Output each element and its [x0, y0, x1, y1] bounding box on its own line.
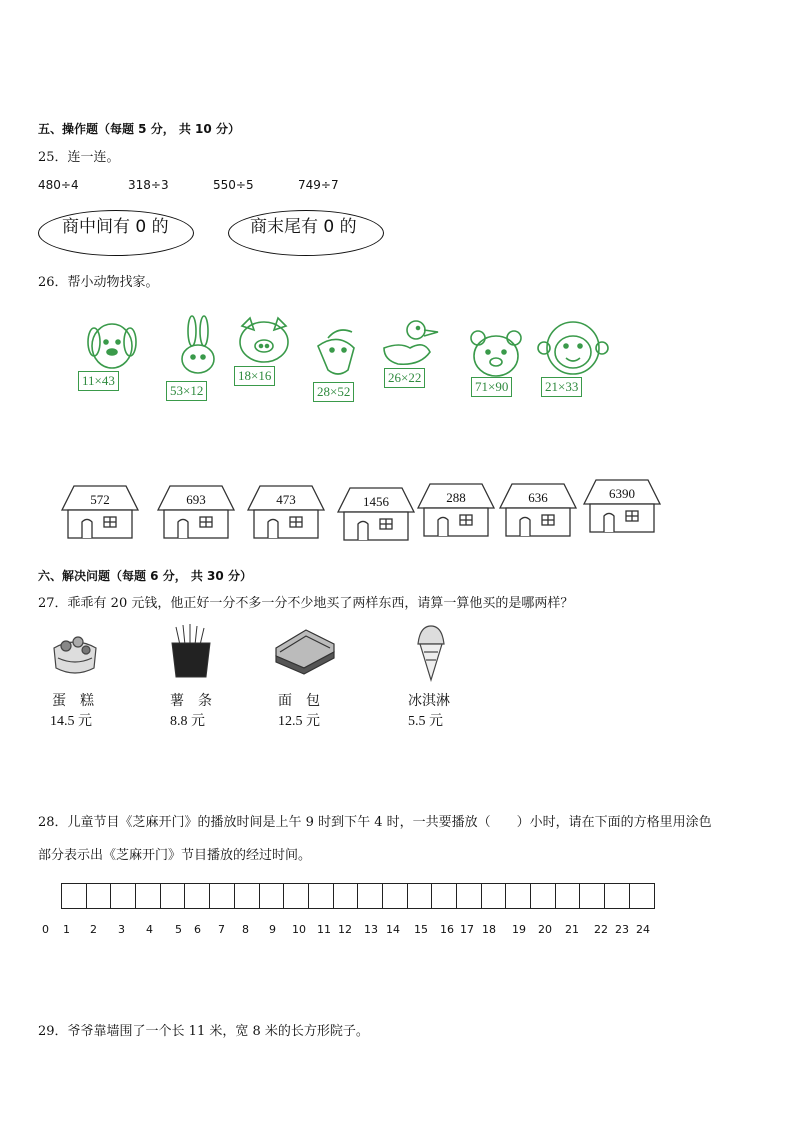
hour-tick-label: 10 [292, 923, 306, 936]
hour-cell[interactable] [383, 883, 408, 909]
hour-cell[interactable] [482, 883, 507, 909]
hour-tick-label: 4 [146, 923, 153, 936]
hour-cell[interactable] [531, 883, 556, 909]
hour-tick-label: 14 [386, 923, 400, 936]
hour-tick-label: 1 [63, 923, 70, 936]
hour-cell[interactable] [260, 883, 285, 909]
hour-tick-label: 22 [594, 923, 608, 936]
expression-1: 480÷4 [38, 178, 79, 192]
monkey-sign: 21×33 [541, 377, 582, 397]
hour-cell[interactable] [284, 883, 309, 909]
duck-sign: 26×22 [384, 368, 425, 388]
house-3[interactable] [246, 484, 326, 540]
hour-cell[interactable] [432, 883, 457, 909]
oval-middle-zero-label: 商中间有 0 的 [62, 217, 169, 237]
section-5-title: 五、操作题（每题 5 分， 共 10 分） [38, 122, 240, 136]
pig-sign: 18×16 [234, 366, 275, 386]
hour-tick-label: 2 [90, 923, 97, 936]
hour-cell[interactable] [235, 883, 260, 909]
cake-icon [50, 628, 100, 684]
duck-icon [380, 318, 446, 372]
time-grid[interactable] [61, 883, 655, 909]
hour-cell[interactable] [556, 883, 581, 909]
hour-tick-label: 0 [42, 923, 49, 936]
cake-price: 14.5 元 [50, 714, 92, 729]
sandwich-price: 12.5 元 [278, 714, 320, 729]
hour-cell[interactable] [580, 883, 605, 909]
house-7-number: 6390 [609, 486, 635, 501]
expression-4: 749÷7 [298, 178, 339, 192]
cake-name: 蛋 糕 [52, 693, 94, 709]
house-1-number: 572 [90, 492, 110, 507]
fries-icon [168, 623, 214, 683]
question-26-text: 26．帮小动物找家。 [38, 275, 159, 290]
hour-tick-label: 12 [338, 923, 352, 936]
hour-tick-label: 17 [460, 923, 474, 936]
hour-tick-label: 23 [615, 923, 629, 936]
monkey-icon [538, 320, 608, 384]
hour-cell[interactable] [161, 883, 186, 909]
sandwich-name: 面 包 [278, 693, 320, 709]
hour-tick-label: 15 [414, 923, 428, 936]
ice-cream-name: 冰淇淋 [408, 693, 450, 709]
fries-price: 8.8 元 [170, 714, 205, 729]
hour-cell[interactable] [185, 883, 210, 909]
hour-cell[interactable] [62, 883, 87, 909]
hour-tick-label: 5 [175, 923, 182, 936]
hour-tick-label: 3 [118, 923, 125, 936]
hour-cell[interactable] [309, 883, 334, 909]
hour-tick-label: 9 [269, 923, 276, 936]
hour-cell[interactable] [630, 883, 655, 909]
expression-2: 318÷3 [128, 178, 169, 192]
house-2-number: 693 [186, 492, 206, 507]
section-6-title: 六、解决问题（每题 6 分， 共 30 分） [38, 569, 252, 583]
house-1[interactable] [60, 484, 140, 540]
hour-cell[interactable] [210, 883, 235, 909]
hour-cell[interactable] [605, 883, 630, 909]
hour-tick-label: 20 [538, 923, 552, 936]
hour-cell[interactable] [111, 883, 136, 909]
house-2[interactable] [156, 484, 236, 540]
house-4-number: 1456 [363, 494, 389, 509]
hour-tick-label: 8 [242, 923, 249, 936]
question-28-line-1: 28．儿童节目《芝麻开门》的播放时间是上午 9 时到下午 4 时，一共要播放（ ）小时，请在下面的方格里用涂色 [38, 815, 712, 830]
hour-cell[interactable] [506, 883, 531, 909]
rabbit-sign: 53×12 [166, 381, 207, 401]
ice-cream-price: 5.5 元 [408, 714, 443, 729]
hour-tick-label: 18 [482, 923, 496, 936]
hour-tick-label: 6 [194, 923, 201, 936]
hour-tick-label: 16 [440, 923, 454, 936]
hour-cell[interactable] [334, 883, 359, 909]
question-25-text: 25．连一连。 [38, 150, 120, 165]
hour-tick-label: 11 [317, 923, 331, 936]
house-5[interactable] [416, 482, 496, 538]
hour-tick-label: 24 [636, 923, 650, 936]
bear-icon [468, 328, 524, 382]
fries-name: 薯 条 [170, 693, 212, 709]
question-27-text: 27．乖乖有 20 元钱，他正好一分不多一分不少地买了两样东西，请算一算他买的是哪两样？ [38, 596, 574, 611]
hour-tick-label: 19 [512, 923, 526, 936]
question-29-text: 29．爷爷靠墙围了一个长 11 米，宽 8 米的长方形院子。 [38, 1024, 369, 1039]
dog-sign: 11×43 [78, 371, 119, 391]
oval-end-zero-label: 商末尾有 0 的 [250, 217, 357, 237]
expression-3: 550÷5 [213, 178, 254, 192]
hour-tick-label: 21 [565, 923, 579, 936]
hour-tick-label: 7 [218, 923, 225, 936]
hour-tick-label: 13 [364, 923, 378, 936]
house-6[interactable] [498, 482, 578, 538]
bear-sign: 71×90 [471, 377, 512, 397]
hour-cell[interactable] [87, 883, 112, 909]
house-6-number: 636 [528, 490, 548, 505]
goat-icon [308, 326, 368, 386]
hour-cell[interactable] [358, 883, 383, 909]
goat-sign: 28×52 [313, 382, 354, 402]
question-28-line-2: 部分表示出《芝麻开门》节目播放的经过时间。 [38, 848, 312, 863]
pig-icon [234, 316, 294, 370]
hour-cell[interactable] [457, 883, 482, 909]
house-3-number: 473 [276, 492, 296, 507]
house-4[interactable] [336, 486, 416, 542]
house-7[interactable] [582, 478, 662, 534]
hour-cell[interactable] [136, 883, 161, 909]
rabbit-icon [168, 315, 228, 389]
sandwich-icon [272, 626, 338, 682]
ice-cream-icon [414, 622, 448, 686]
hour-cell[interactable] [408, 883, 433, 909]
house-5-number: 288 [446, 490, 466, 505]
